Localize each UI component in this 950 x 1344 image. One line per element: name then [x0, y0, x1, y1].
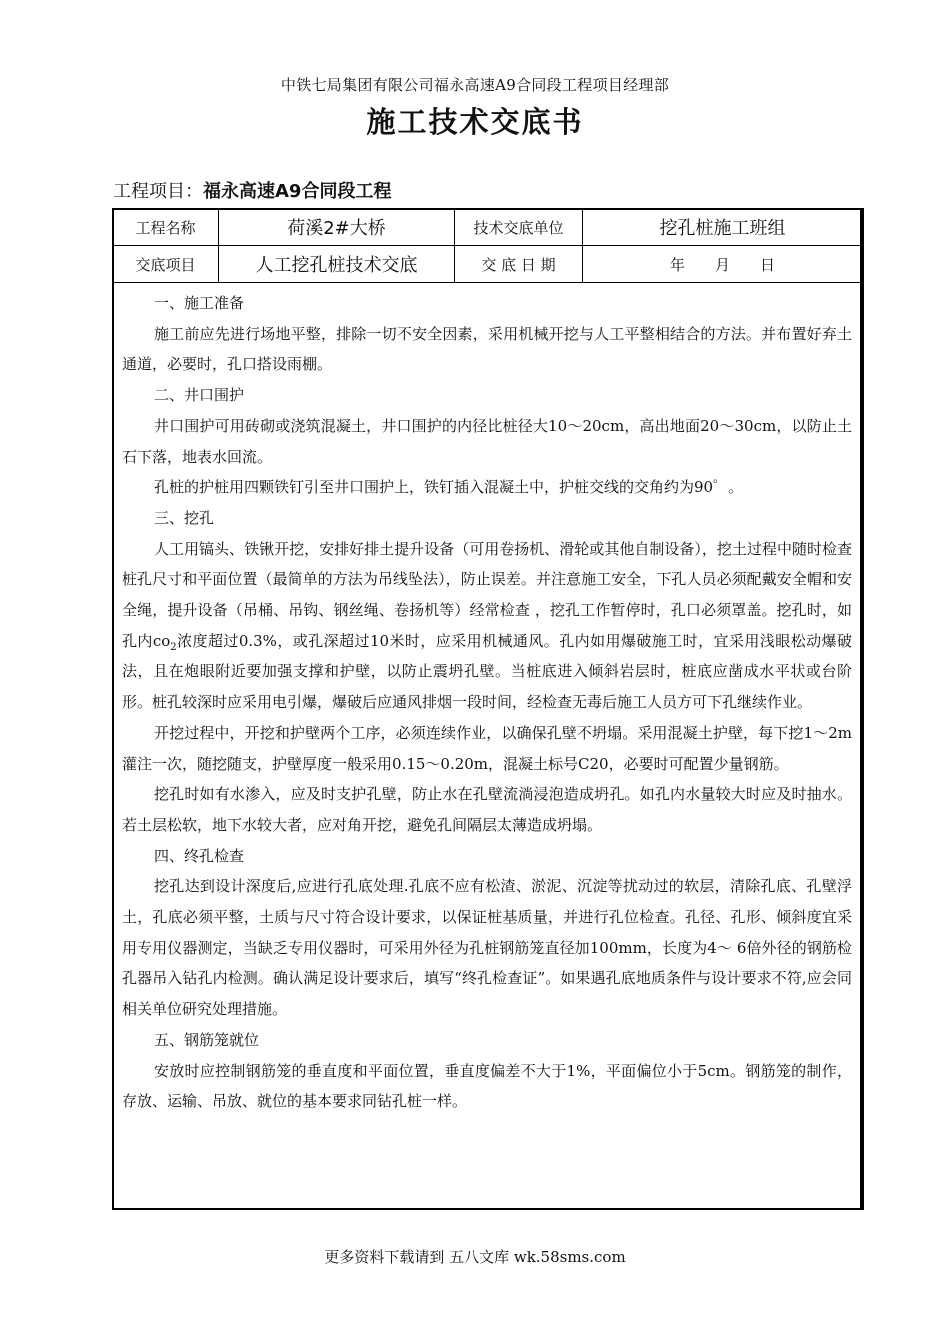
paragraph-excavation-2: 开挖过程中，开挖和护壁两个工序，必须连续作业，以确保孔壁不坍塌。采用混凝土护壁，每下挖1～2m灌注一次，随挖随支，护壁厚度一般采用0.15～0.20m，混凝土标号C20，必要时可配置少量钢筋。	[122, 723, 852, 773]
section-title-wellhead: 二、井口围护	[154, 386, 245, 405]
co2-subscript: 2	[170, 641, 177, 653]
frame-shadow	[862, 208, 864, 1210]
project-name-label: 工程名称	[113, 209, 219, 246]
paragraph-preparation: 施工前应先进行场地平整，排除一切不安全因素，采用机械开挖与人工平整相结合的方法。并布置好弃土通道，必要时，孔口搭设雨棚。	[122, 324, 852, 374]
disclosure-item-value: 人工挖孔桩技术交底	[219, 246, 455, 283]
section-title-excavation: 三、挖孔	[154, 508, 215, 527]
project-name-value: 荷溪2#大桥	[219, 209, 455, 246]
excavation-text-b: 浓度超过0.3%，或孔深超过10米时，应采用机械通风。孔内如用爆破施工时，宜采用浅眼松动爆破法，且在炮眼附近要加强支撑和护壁，以防止震坍孔壁。当桩底进入倾斜岩层时，桩底应凿成水平状或台阶形。桩孔较深时应采用电引爆，爆破后应通风排烟一段时间，经检查无毒后施工人员方可下孔继续作业。	[122, 631, 852, 712]
disclosure-unit-value: 挖孔桩施工班组	[583, 209, 863, 246]
info-table	[112, 208, 863, 283]
section-title-rebar-cage: 五、钢筋笼就位	[154, 1030, 260, 1049]
section-title-preparation: 一、施工准备	[154, 294, 245, 312]
disclosure-item-label: 交底项目	[113, 246, 219, 283]
paragraph-excavation-1	[122, 534, 852, 718]
paragraph-wellhead-1: 井口围护可用砖砌或浇筑混凝土，井口围护的内径比桩径大10～20cm，高出地面20～30cm，以防止土石下落，地表水回流。	[122, 416, 852, 466]
footer-text: 更多资料下载请到 五八文库 wk.58sms.com	[324, 1248, 626, 1266]
project-line	[113, 177, 391, 203]
organization-header: 中铁七局集团有限公司福永高速A9合同段工程项目经理部	[280, 76, 670, 94]
project-label: 工程项目：	[113, 181, 203, 202]
content-body	[122, 288, 852, 1117]
project-value: 福永高速A9合同段工程	[203, 181, 392, 202]
info-row-1	[113, 209, 863, 246]
excavation-text-a: 人工用镐头、铁锹开挖，安排好排土提升设备（可用卷扬机、滑轮或其他自制设备），挖土过程中随时检查桩孔尺寸和平面位置（最简单的方法为吊线坠法），防止误差。并注意施工安全，下孔人员必须配戴安全帽和安全绳，提升设备（吊桶、吊钩、钢丝绳、卷扬机等）经常检查 ，挖孔工作暂停时，孔口必须罩盖。挖孔时，如孔内co	[122, 539, 852, 650]
paragraph-rebar-cage: 安放时应控制钢筋笼的垂直度和平面位置，垂直度偏差不大于1%，平面偏位小于5cm。钢筋笼的制作，存放、运输、吊放、就位的基本要求同钻孔桩一样。	[122, 1061, 852, 1111]
disclosure-date-label: 交 底 日 期	[455, 246, 583, 283]
disclosure-unit-label: 技术交底单位	[455, 209, 583, 246]
disclosure-date-value: 年 月 日	[583, 246, 863, 283]
info-row-2	[113, 246, 863, 283]
document-title: 施工技术交底书	[366, 105, 584, 139]
paragraph-excavation-3: 挖孔时如有水渗入，应及时支护孔壁，防止水在孔壁流淌浸泡造成坍孔。如孔内水量较大时应及时抽水。若土层松软，地下水较大者，应对角开挖，避免孔间隔层太薄造成坍塌。	[122, 785, 852, 834]
paragraph-final-inspection: 挖孔达到设计深度后,应进行孔底处理.孔底不应有松渣、淤泥、沉淀等扰动过的软层，清除孔底、孔壁浮土，孔底必须平整，土质与尺寸符合设计要求，以保证桩基质量，并进行孔位检查。孔径、孔形、倾斜度宜采用专用仪器测定，当缺乏专用仪器时，可采用外径为孔桩钢筋笼直径加100mm，长度为4～ 6倍外径的钢筋检孔器吊入钻孔内检测。确认满足设计要求后，填写“终孔检查证”。如果遇孔底地质条件与设计要求不符,应会同相关单位研究处理措施。	[122, 877, 852, 1019]
paragraph-wellhead-2: 孔桩的护桩用四颗铁钉引至井口围护上，铁钉插入混凝土中，护桩交线的交角约为90゜。	[154, 478, 744, 497]
section-title-final-inspection: 四、终孔检查	[154, 846, 245, 865]
